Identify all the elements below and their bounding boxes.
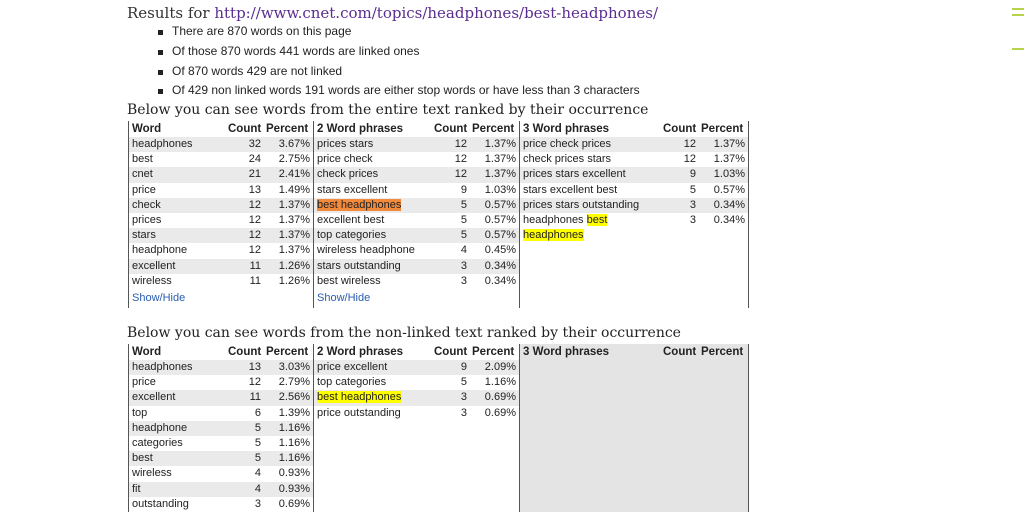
term-text: prices stars excellent [523, 168, 626, 181]
highlighted-term: headphones [523, 229, 584, 242]
table-row [314, 259, 519, 274]
percent-cell: 0.34% [713, 213, 745, 226]
count-cell: 24 [248, 153, 261, 166]
table-row [129, 152, 313, 167]
term-cell [314, 152, 427, 167]
results-prefix: Results for [127, 4, 210, 22]
column-header [314, 121, 519, 137]
count-cell: 3 [689, 198, 696, 211]
term-text: headphones [523, 213, 587, 226]
header-count: Count [663, 123, 697, 135]
column-header [520, 344, 748, 360]
percent-cell: 1.37% [484, 168, 516, 181]
count-cell: 9 [460, 361, 467, 373]
percent-cell: 0.57% [484, 213, 516, 226]
count-cell: 13 [248, 361, 261, 373]
term-cell [129, 152, 221, 167]
percent-cell: 3.03% [278, 361, 310, 373]
count-cell: 12 [248, 244, 261, 257]
term-text: price check prices [523, 138, 612, 150]
count-cell: 12 [683, 153, 696, 166]
show-hide-link[interactable]: Show/Hide [132, 291, 186, 304]
term-cell [314, 137, 427, 152]
percent-cell: 0.34% [484, 274, 516, 287]
table-row [314, 213, 519, 228]
term-cell [129, 497, 221, 512]
term-text: prices [132, 213, 162, 226]
count-cell: 5 [460, 213, 467, 226]
table-row [314, 390, 519, 405]
percent-cell: 1.39% [278, 406, 310, 419]
term-cell [520, 198, 656, 213]
term-cell [520, 213, 656, 243]
table-row [129, 259, 313, 274]
percent-cell: 0.57% [713, 183, 745, 196]
column-header [314, 344, 519, 360]
term-cell [129, 198, 221, 213]
term-text: cnet [132, 168, 153, 181]
header-percent: Percent [266, 123, 309, 135]
term-text: best wireless [317, 274, 381, 287]
entire-text-panel [128, 121, 750, 308]
column-header [129, 344, 313, 360]
count-cell: 12 [248, 376, 261, 389]
percent-cell: 1.16% [278, 421, 310, 434]
count-cell: 5 [689, 183, 696, 196]
count-cell: 3 [460, 259, 467, 272]
table-row [314, 152, 519, 167]
table-row [129, 375, 313, 390]
table-row [129, 482, 313, 497]
term-text: stars excellent best [523, 183, 618, 196]
header-percent: Percent [472, 123, 515, 135]
percent-cell: 1.37% [484, 138, 516, 150]
term-cell [129, 406, 221, 421]
term-text: wireless headphone [317, 244, 415, 257]
term-text: headphone [132, 244, 188, 257]
table-row [129, 213, 313, 228]
count-cell: 12 [454, 153, 467, 166]
header-count: Count [434, 123, 468, 135]
term-text: price excellent [317, 361, 388, 373]
entire-three-word-list [520, 137, 748, 308]
count-cell: 4 [254, 482, 261, 495]
term-text: headphones [132, 361, 193, 373]
header-three-word: 3 Word phrases [523, 123, 610, 135]
count-cell: 5 [254, 436, 261, 449]
percent-cell: 1.16% [278, 436, 310, 449]
table-row [520, 137, 748, 152]
header-word: Word [132, 346, 162, 358]
count-cell: 12 [454, 138, 467, 150]
table-row [129, 167, 313, 182]
count-cell: 9 [460, 183, 467, 196]
term-cell [520, 137, 656, 152]
percent-cell: 0.69% [484, 391, 516, 404]
percent-cell: 1.37% [278, 244, 310, 257]
count-cell: 11 [249, 274, 261, 287]
header-count: Count [228, 346, 262, 358]
term-cell [129, 375, 221, 390]
term-cell [314, 198, 427, 213]
table-row [520, 167, 748, 182]
term-cell [314, 406, 427, 421]
term-cell [129, 137, 221, 152]
header-two-word: 2 Word phrases [317, 346, 404, 358]
percent-cell: 0.57% [484, 229, 516, 242]
summary-item: Of those 870 words 441 words are linked ones [155, 42, 640, 62]
term-cell [129, 421, 221, 436]
count-cell: 4 [460, 244, 467, 257]
entire-words-list [129, 137, 313, 289]
term-cell [129, 183, 221, 198]
header-three-word: 3 Word phrases [523, 346, 610, 358]
summary-item: Of 429 non linked words 191 words are either stop words or have less than 3 characters [155, 81, 640, 101]
count-cell: 5 [460, 376, 467, 389]
table-row [314, 243, 519, 258]
term-text: prices stars outstanding [523, 198, 640, 211]
table-row [520, 198, 748, 213]
percent-cell: 1.37% [713, 153, 745, 166]
table-row [314, 228, 519, 243]
count-cell: 5 [254, 452, 261, 465]
nonlinked-words-list [129, 360, 313, 512]
term-cell [520, 183, 656, 198]
count-cell: 32 [248, 138, 261, 150]
count-cell: 21 [248, 168, 261, 181]
entire-words-column [128, 121, 314, 308]
term-cell [129, 243, 221, 258]
highlighted-term: best headphones [317, 391, 402, 404]
count-cell: 3 [254, 497, 261, 510]
table-row [129, 360, 313, 375]
column-header [129, 121, 313, 137]
table-row [129, 274, 313, 289]
summary-item: Of 870 words 429 are not linked [155, 62, 640, 82]
percent-cell: 0.93% [278, 467, 310, 480]
header-percent: Percent [472, 346, 515, 358]
count-cell: 3 [689, 213, 696, 226]
show-hide-link[interactable]: Show/Hide [317, 291, 371, 304]
header-word: Word [132, 123, 162, 135]
term-text: stars excellent [317, 183, 388, 196]
nonlinked-three-word-list [520, 360, 748, 512]
count-cell: 12 [683, 138, 696, 150]
edge-divider [1012, 48, 1024, 50]
percent-cell: 0.69% [278, 497, 310, 510]
count-cell: 4 [254, 467, 261, 480]
nonlinked-three-word-column [520, 344, 749, 512]
count-cell: 12 [248, 213, 261, 226]
edge-divider [1012, 8, 1024, 10]
table-row [314, 137, 519, 152]
header-two-word: 2 Word phrases [317, 123, 404, 135]
count-cell: 5 [254, 421, 261, 434]
header-count: Count [228, 123, 262, 135]
count-cell: 11 [249, 391, 261, 404]
table-row [314, 274, 519, 289]
percent-cell: 0.34% [484, 259, 516, 272]
percent-cell: 1.16% [484, 376, 516, 389]
table-row [129, 390, 313, 405]
column-header [520, 121, 748, 137]
percent-cell: 1.37% [713, 138, 745, 150]
term-cell [314, 274, 427, 289]
term-cell [129, 274, 221, 289]
table-row [129, 466, 313, 481]
table-row [520, 152, 748, 167]
term-text: price check [317, 153, 373, 166]
percent-cell: 1.16% [278, 452, 310, 465]
table-row [314, 167, 519, 182]
term-text: excellent best [317, 213, 385, 226]
header-percent: Percent [266, 346, 309, 358]
percent-cell: 3.67% [278, 138, 310, 150]
percent-cell: 1.03% [484, 183, 516, 196]
table-row [129, 421, 313, 436]
table-row [129, 183, 313, 198]
table-row [129, 243, 313, 258]
percent-cell: 2.75% [278, 153, 310, 166]
percent-cell: 0.69% [484, 406, 516, 419]
term-cell [314, 228, 427, 243]
term-text: excellent [132, 259, 176, 272]
highlighted-term: best [586, 213, 608, 226]
term-text: top [132, 406, 148, 419]
table-row [129, 497, 313, 512]
term-cell [314, 360, 427, 375]
count-cell: 3 [460, 391, 467, 404]
percent-cell: 1.26% [278, 274, 310, 287]
percent-cell: 0.57% [484, 198, 516, 211]
header-percent: Percent [701, 346, 744, 358]
table-row [129, 451, 313, 466]
nonlinked-two-word-column [314, 344, 520, 512]
percent-cell: 1.37% [278, 213, 310, 226]
term-cell [314, 213, 427, 228]
count-cell: 6 [254, 406, 261, 419]
term-text: stars outstanding [317, 259, 401, 272]
percent-cell: 2.79% [278, 376, 310, 389]
term-text: categories [132, 436, 183, 449]
table-row [314, 360, 519, 375]
entire-three-word-column [520, 121, 749, 308]
table-row [314, 375, 519, 390]
percent-cell: 1.49% [278, 183, 310, 196]
table-row [314, 198, 519, 213]
header-count: Count [663, 346, 697, 358]
results-title [127, 4, 658, 22]
count-cell: 5 [460, 229, 467, 242]
term-text: check prices stars [523, 153, 612, 166]
term-text: headphones [132, 138, 193, 150]
percent-cell: 1.37% [278, 198, 310, 211]
edge-divider [1012, 14, 1024, 16]
table-row [129, 436, 313, 451]
count-cell: 3 [460, 406, 467, 419]
term-text: stars [132, 229, 156, 242]
nonlinked-section-title: Below you can see words from the non-linked text ranked by their occurrence [127, 325, 681, 341]
term-text: price [132, 376, 156, 389]
percent-cell: 0.34% [713, 198, 745, 211]
table-row [314, 406, 519, 421]
term-cell [129, 466, 221, 481]
term-cell [314, 183, 427, 198]
term-cell [520, 167, 656, 182]
term-text: excellent [132, 391, 176, 404]
entire-two-word-column [314, 121, 520, 308]
table-row [520, 183, 748, 198]
count-cell: 9 [689, 168, 696, 181]
percent-cell: 1.26% [278, 259, 310, 272]
count-cell: 5 [460, 198, 467, 211]
term-text: wireless [132, 467, 172, 480]
summary-list [155, 22, 640, 101]
term-text: check [132, 198, 161, 211]
term-cell [314, 390, 427, 405]
count-cell: 11 [249, 259, 261, 272]
percent-cell: 2.41% [278, 168, 310, 181]
table-row [129, 198, 313, 213]
term-cell [129, 259, 221, 274]
percent-cell: 1.37% [484, 153, 516, 166]
term-text: best [132, 153, 153, 166]
results-url-link[interactable]: http://www.cnet.com/topics/headphones/best-headphones/ [214, 4, 659, 22]
percent-cell: 0.45% [484, 244, 516, 257]
term-cell [129, 213, 221, 228]
term-cell [129, 390, 221, 405]
percent-cell: 0.93% [278, 482, 310, 495]
count-cell: 12 [454, 168, 467, 181]
nonlinked-words-column [128, 344, 314, 512]
term-cell [314, 167, 427, 182]
percent-cell: 1.37% [278, 229, 310, 242]
table-row [129, 137, 313, 152]
count-cell: 3 [460, 274, 467, 287]
term-cell [129, 436, 221, 451]
count-cell: 12 [248, 229, 261, 242]
entire-two-word-list [314, 137, 519, 289]
count-cell: 13 [248, 183, 261, 196]
term-cell [129, 482, 221, 497]
table-row [129, 406, 313, 421]
table-row [129, 228, 313, 243]
nonlinked-two-word-list [314, 360, 519, 512]
term-text: wireless [132, 274, 172, 287]
header-percent: Percent [701, 123, 744, 135]
term-cell [129, 360, 221, 375]
term-cell [314, 259, 427, 274]
term-text: prices stars [317, 138, 374, 150]
term-text: price [132, 183, 156, 196]
summary-item: There are 870 words on this page [155, 22, 640, 42]
term-text: fit [132, 482, 141, 495]
term-cell [314, 375, 427, 390]
term-text: price outstanding [317, 406, 401, 419]
term-text: top categories [317, 376, 387, 389]
count-cell: 12 [248, 198, 261, 211]
percent-cell: 2.09% [484, 361, 516, 373]
term-text: outstanding [132, 497, 189, 510]
term-cell [129, 228, 221, 243]
term-text: best [132, 452, 153, 465]
entire-section-title: Below you can see words from the entire text ranked by their occurrence [127, 102, 649, 118]
term-text: headphone [132, 421, 188, 434]
highlighted-term: best headphones [317, 198, 402, 211]
term-cell [520, 152, 656, 167]
table-row [314, 183, 519, 198]
term-text: top categories [317, 229, 387, 242]
term-cell [129, 451, 221, 466]
header-count: Count [434, 346, 468, 358]
percent-cell: 1.03% [713, 168, 745, 181]
percent-cell: 2.56% [278, 391, 310, 404]
term-cell [129, 167, 221, 182]
term-cell [314, 243, 427, 258]
term-text: check prices [317, 168, 379, 181]
table-row [520, 213, 748, 243]
nonlinked-text-panel [128, 344, 750, 512]
